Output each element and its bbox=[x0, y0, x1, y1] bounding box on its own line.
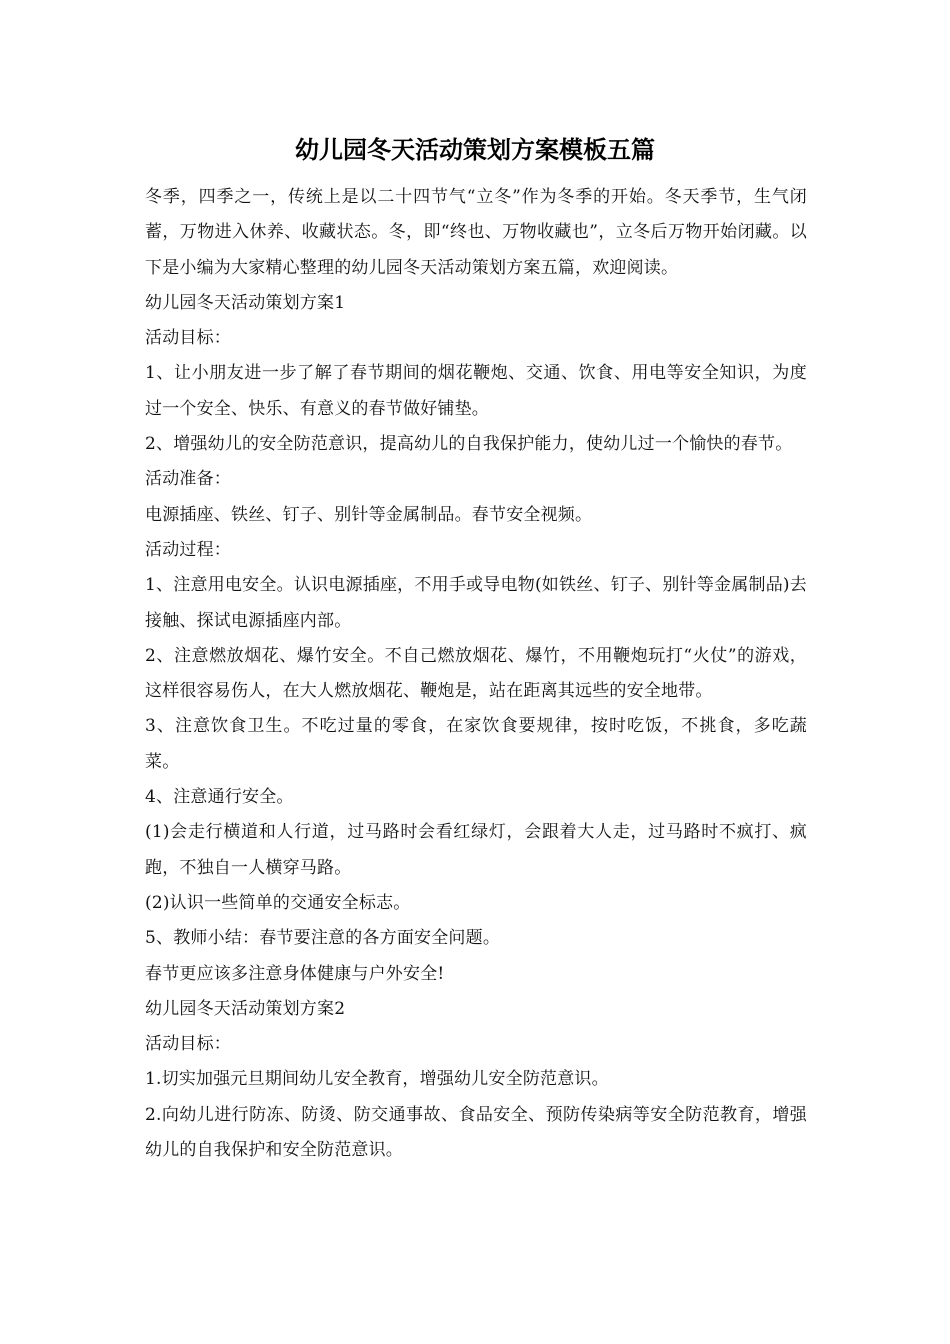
activity-preparation-label: 活动准备： bbox=[145, 469, 231, 490]
process-item: 4、注意通行安全。 bbox=[145, 787, 294, 808]
process-item: 3、注意饮食卫生。不吃过量的零食，在家饮食要规律，按时吃饭，不挑食，多吃蔬菜。 bbox=[145, 716, 807, 772]
goal-item: 2、增强幼儿的安全防范意识，提高幼儿的自我保护能力，使幼儿过一个愉快的春节。 bbox=[145, 434, 793, 455]
section-heading-plan-1: 幼儿园冬天活动策划方案1 bbox=[145, 292, 346, 313]
document-body bbox=[145, 180, 807, 1168]
document-title: 幼儿园冬天活动策划方案模板五篇 bbox=[295, 135, 655, 164]
process-subitem: (2)认识一些简单的交通安全标志。 bbox=[145, 892, 411, 913]
intro-paragraph: 冬季，四季之一，传统上是以二十四节气“立冬”作为冬季的开始。冬天季节，生气闭蓄，万物进入休养、收藏状态。冬，即“终也、万物收藏也”，立冬后万物开始闭藏。以下是小编为大家精心整理的幼儿园冬天活动策划方案五篇，欢迎阅读。 bbox=[145, 187, 807, 278]
process-item: 5、教师小结：春节要注意的各方面安全问题。 bbox=[145, 928, 501, 949]
goal-item: 2.向幼儿进行防冻、防烫、防交通事故、食品安全、预防传染病等安全防范教育，增强幼儿的自我保护和安全防范意识。 bbox=[145, 1104, 807, 1161]
section-heading-plan-2: 幼儿园冬天活动策划方案2 bbox=[145, 998, 346, 1019]
process-item: 1、注意用电安全。认识电源插座，不用手或导电物(如铁丝、钉子、别针等金属制品)去接触、探试电源插座内部。 bbox=[145, 575, 807, 631]
goal-item: 1、让小朋友进一步了解了春节期间的烟花鞭炮、交通、饮食、用电等安全知识，为度过一个安全、快乐、有意义的春节做好铺垫。 bbox=[145, 363, 807, 419]
activity-goals-label: 活动目标： bbox=[145, 1034, 231, 1055]
process-subitem: (1)会走行横道和人行道，过马路时会看红绿灯，会跟着大人走，过马路时不疯打、疯跑，不独自一人横穿马路。 bbox=[145, 822, 807, 878]
process-item: 2、注意燃放烟花、爆竹安全。不自己燃放烟花、爆竹，不用鞭炮玩打“火仗”的游戏，这样很容易伤人，在大人燃放烟花、鞭炮是，站在距离其远些的安全地带。 bbox=[145, 645, 807, 702]
preparation-item: 电源插座、铁丝、钉子、别针等金属制品。春节安全视频。 bbox=[145, 504, 593, 525]
activity-process-label: 活动过程： bbox=[145, 539, 231, 560]
activity-goals-label: 活动目标： bbox=[145, 328, 231, 349]
closing-remark: 春节更应该多注意身体健康与户外安全! bbox=[145, 963, 445, 984]
goal-item: 1.切实加强元旦期间幼儿安全教育，增强幼儿安全防范意识。 bbox=[145, 1069, 609, 1090]
